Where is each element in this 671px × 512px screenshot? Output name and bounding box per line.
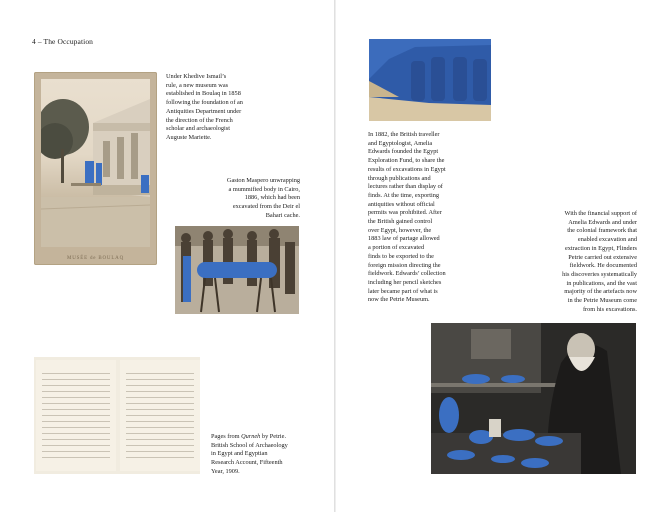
- text-line: now the Petrie Museum.: [368, 296, 430, 304]
- notebook-caption: [211, 433, 323, 477]
- text-line: including her pencil sketches: [368, 278, 442, 286]
- flinders-petrie-photo: [431, 323, 636, 474]
- museum-illustration: [41, 79, 150, 247]
- text-line: Amelia Edwards and under: [568, 218, 637, 226]
- text-line: extraction in Egypt, Flinders: [564, 244, 637, 252]
- text-line: finds to be exported to the: [368, 252, 434, 260]
- text-line: in Egypt and Egyptian: [211, 450, 268, 458]
- text-line: Exploration Fund, to share the: [368, 157, 445, 165]
- text-line: in the Petrie Museum come: [567, 297, 637, 305]
- text-line: Year, 1909.: [211, 467, 240, 475]
- text-line: majority of the artefacts now: [564, 288, 637, 296]
- text-line: [211, 433, 323, 442]
- text-line: Under Khedive Ismail’s: [166, 73, 227, 80]
- notebook-page-left: [36, 360, 116, 471]
- text-line: enabled excavation and: [577, 236, 637, 244]
- running-head: 4 – The Occupation: [32, 37, 94, 46]
- card-caption: MUSÉE de BOULAQ: [67, 256, 124, 261]
- text-line: his discoveries systematically: [562, 270, 637, 278]
- text-line: Research Account, Fifteenth: [211, 459, 283, 467]
- caption-title-italic: Qurneh: [241, 433, 261, 440]
- petrie-text: [520, 210, 637, 314]
- text-line: following the foundation of an: [166, 99, 243, 107]
- text-line: excavated from the Deir el: [232, 203, 300, 211]
- text-line: a mummified body in Cairo,: [228, 185, 300, 193]
- maspero-caption: [196, 177, 300, 221]
- text-line: established in Boulaq in 1858: [166, 90, 241, 98]
- text-line: results of excavations in Egypt: [368, 165, 446, 173]
- text-line: Auguste Mariette.: [166, 133, 212, 141]
- text-line: In 1882, the British traveller: [368, 131, 440, 138]
- abu-simbel-illustration: [369, 39, 491, 121]
- text-line: permits was prohibited. After: [368, 209, 442, 217]
- text-line: a portion of excavated: [368, 244, 425, 252]
- museum-text: [166, 73, 276, 143]
- notebook-page-right: [120, 360, 200, 471]
- text-line: in publications, and the vast: [566, 279, 637, 287]
- text-line: the colonial framework that: [567, 227, 637, 235]
- museum-boulaq-photo-card: [34, 72, 157, 265]
- edwards-text: [368, 131, 493, 305]
- text-line: 1886, which had been: [244, 194, 300, 202]
- text-line: over Egypt, however, the: [368, 226, 432, 234]
- text-line: fieldwork. He documented: [569, 262, 637, 270]
- abu-simbel-photo: [369, 39, 491, 121]
- text-line: foreign mission directing the: [368, 261, 441, 269]
- text-line: the British gained control: [368, 218, 433, 226]
- text-line: through publications and: [368, 174, 431, 182]
- text-line: Bahari cache.: [265, 211, 300, 219]
- museum-boulaq-photo: [41, 79, 150, 247]
- text-line: 1883 law of partage allowed: [368, 235, 440, 243]
- text-line: scholar and archaeologist: [166, 125, 230, 133]
- text-line: from his excavations.: [582, 305, 637, 313]
- petrie-illustration: [431, 323, 636, 474]
- qurneh-notebook-pages: [34, 357, 200, 474]
- text-line: With the financial support of: [564, 210, 637, 217]
- maspero-unwrapping-photo: [175, 226, 299, 314]
- text-line: rule, a new museum was: [166, 81, 229, 89]
- left-page: [0, 0, 335, 512]
- text-line: Antiquities Department under: [166, 107, 242, 115]
- text-line: antiquities without official: [368, 200, 435, 208]
- text-line: finds. At the time, exporting: [368, 191, 440, 199]
- maspero-illustration: [175, 226, 299, 314]
- caption-suffix: by Petrie.: [260, 433, 287, 440]
- text-line: and Egyptologist, Amelia: [368, 139, 433, 147]
- text-line: British School of Archaeology: [211, 441, 288, 449]
- text-line: the direction of the French: [166, 116, 233, 124]
- caption-prefix: Pages from: [211, 433, 242, 440]
- text-line: Gaston Maspero unwrapping: [226, 177, 300, 184]
- text-line: fieldwork. Edwards’ collection: [368, 270, 446, 278]
- text-line: Edwards founded the Egypt: [368, 148, 439, 156]
- text-line: lectures rather than display of: [368, 183, 443, 191]
- text-line: Petrie carried out extensive: [568, 253, 637, 261]
- text-line: later became part of what is: [368, 287, 438, 295]
